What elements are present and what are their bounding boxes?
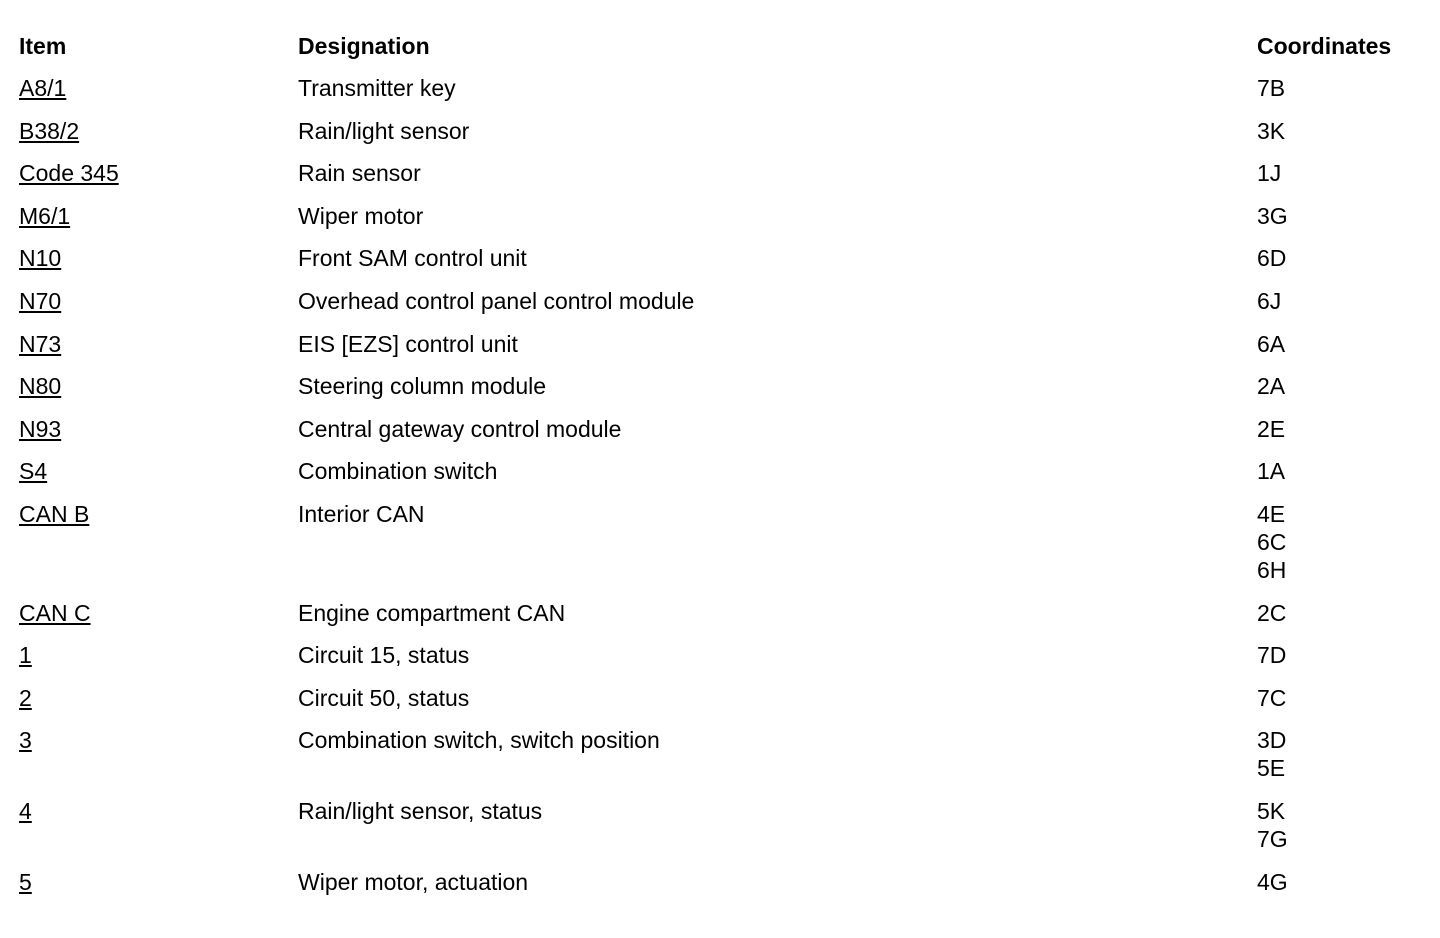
coordinate-value: 7D xyxy=(1257,642,1287,669)
designation-cell: Rain/light sensor xyxy=(298,117,470,144)
designation-cell: Engine compartment CAN xyxy=(298,599,566,626)
item-link[interactable]: CAN C xyxy=(19,599,91,626)
coordinate-value: 3D xyxy=(1257,727,1287,754)
header-row xyxy=(0,32,1440,74)
item-link[interactable]: N70 xyxy=(19,287,62,314)
coordinate-value: 1J xyxy=(1257,160,1282,187)
coordinate-value: 6J xyxy=(1257,287,1282,314)
designation-cell: Wiper motor, actuation xyxy=(298,868,529,895)
legend-table xyxy=(0,32,1440,910)
coordinate-value: 3G xyxy=(1257,202,1288,229)
coordinates-cell xyxy=(1257,415,1285,443)
coordinate-value: 7B xyxy=(1257,75,1286,101)
table-row xyxy=(0,330,1440,373)
designation-cell: Transmitter key xyxy=(298,75,456,101)
designation-cell: Circuit 15, status xyxy=(298,642,470,669)
table-row xyxy=(0,372,1440,415)
table-row xyxy=(0,684,1440,727)
item-link[interactable]: S4 xyxy=(19,458,48,485)
coordinates-cell xyxy=(1257,159,1281,187)
table-row xyxy=(0,599,1440,642)
coordinates-cell xyxy=(1257,202,1288,230)
item-link[interactable]: 5 xyxy=(19,868,32,895)
coordinate-value: 2A xyxy=(1257,373,1286,400)
table-row xyxy=(0,868,1440,911)
item-link[interactable]: 1 xyxy=(19,642,32,669)
item-link[interactable]: A8/1 xyxy=(19,75,67,101)
coordinates-cell xyxy=(1257,74,1285,102)
table-row xyxy=(0,117,1440,160)
table-row xyxy=(0,287,1440,330)
item-link[interactable]: B38/2 xyxy=(19,117,80,144)
item-link[interactable]: Code 345 xyxy=(19,160,119,187)
table-row xyxy=(0,797,1440,868)
coordinates-cell xyxy=(1257,641,1286,669)
coordinate-value: 5E xyxy=(1257,755,1286,782)
table-row xyxy=(0,74,1440,117)
item-link[interactable]: M6/1 xyxy=(19,202,71,229)
item-link[interactable]: N93 xyxy=(19,415,62,442)
designation-cell: Central gateway control module xyxy=(298,415,622,442)
table-body xyxy=(0,74,1440,910)
designation-cell: Rain/light sensor, status xyxy=(298,797,543,824)
coordinate-value: 2E xyxy=(1257,415,1286,442)
designation-cell: Combination switch, switch position xyxy=(298,727,660,754)
item-link[interactable]: N80 xyxy=(19,373,62,400)
table-row xyxy=(0,726,1440,797)
coordinate-value: 6H xyxy=(1257,556,1287,583)
designation-cell: Rain sensor xyxy=(298,160,421,187)
coordinates-cell xyxy=(1257,330,1285,358)
coordinate-value: 1A xyxy=(1257,458,1286,485)
item-link[interactable]: N73 xyxy=(19,330,62,357)
item-link[interactable]: N10 xyxy=(19,245,62,272)
coordinate-value: 6C xyxy=(1257,528,1287,555)
designation-cell: Interior CAN xyxy=(298,500,425,527)
table-row xyxy=(0,244,1440,287)
coordinate-value: 5K xyxy=(1257,797,1286,824)
designation-cell: Wiper motor xyxy=(298,202,424,229)
coordinate-value: 6D xyxy=(1257,245,1287,272)
designation-cell: Circuit 50, status xyxy=(298,684,470,711)
designation-cell: Front SAM control unit xyxy=(298,245,527,272)
coordinate-value: 2C xyxy=(1257,599,1287,626)
designation-cell: Overhead control panel control module xyxy=(298,287,695,314)
coordinates-cell xyxy=(1257,287,1281,315)
table-row xyxy=(0,202,1440,245)
coordinates-cell xyxy=(1257,726,1286,782)
table-row xyxy=(0,415,1440,458)
header-coordinates: Coordinates xyxy=(1257,33,1392,59)
coordinates-cell xyxy=(1257,500,1286,584)
item-link[interactable]: 4 xyxy=(19,797,32,824)
coordinates-cell xyxy=(1257,868,1288,896)
table-row xyxy=(0,641,1440,684)
coordinates-cell xyxy=(1257,684,1286,712)
coordinates-cell xyxy=(1257,117,1285,145)
item-link[interactable]: 3 xyxy=(19,727,32,754)
coordinate-value: 3K xyxy=(1257,117,1286,144)
coordinates-cell xyxy=(1257,457,1285,485)
designation-cell: EIS [EZS] control unit xyxy=(298,330,518,357)
coordinates-cell xyxy=(1257,244,1286,272)
coordinate-value: 4E xyxy=(1257,500,1286,527)
table-row xyxy=(0,500,1440,599)
header-item: Item xyxy=(19,33,67,59)
coordinates-cell xyxy=(1257,797,1288,853)
coordinate-value: 6A xyxy=(1257,330,1286,357)
item-link[interactable]: 2 xyxy=(19,684,32,711)
coordinates-cell xyxy=(1257,599,1286,627)
coordinate-value: 4G xyxy=(1257,868,1288,895)
table-row xyxy=(0,457,1440,500)
designation-cell: Steering column module xyxy=(298,373,547,400)
item-link[interactable]: CAN B xyxy=(19,500,90,527)
header-designation: Designation xyxy=(298,33,430,59)
coordinate-value: 7C xyxy=(1257,684,1287,711)
coordinates-cell xyxy=(1257,372,1285,400)
coordinate-value: 7G xyxy=(1257,825,1288,852)
table-row xyxy=(0,159,1440,202)
designation-cell: Combination switch xyxy=(298,458,498,485)
